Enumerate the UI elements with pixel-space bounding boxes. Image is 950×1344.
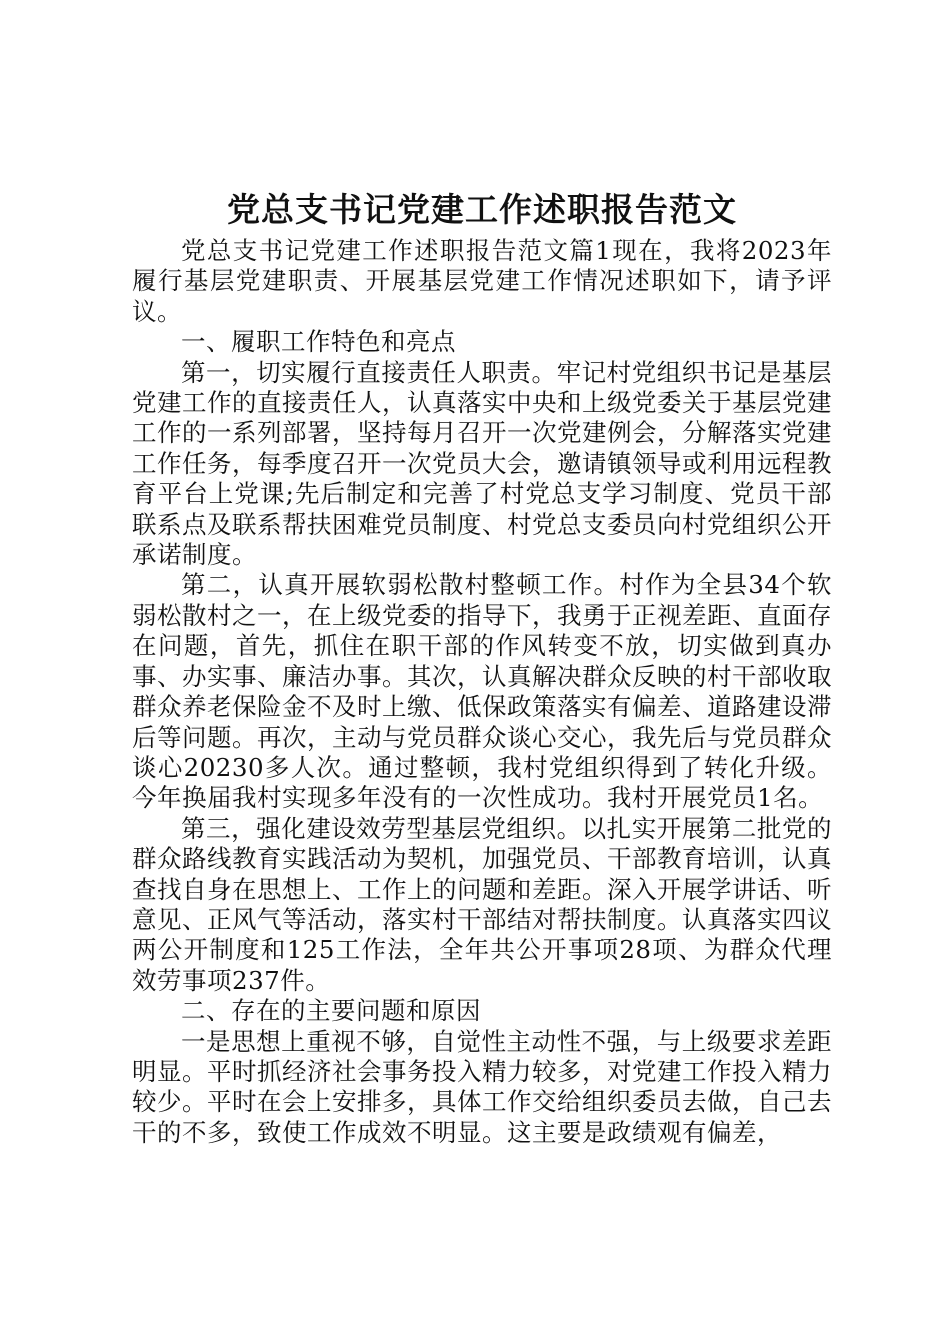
paragraph-third: 第三，强化建设效劳型基层党组织。以扎实开展第二批党的群众路线教育实践活动为契机，加强党员、干部教育培训，认真查找自身在思想上、工作上的问题和差距。深入开展学讲话、听意见、正风气等活动，落实村干部结对帮扶制度。认真落实四议两公开制度和125工作法，全年共公开事项28项、为群众代理效劳事项237件。: [132, 813, 832, 995]
section-heading-2: 二、存在的主要问题和原因: [181, 996, 481, 1026]
paragraph-first: 第一，切实履行直接责任人职责。牢记村党组织书记是基层党建工作的直接责任人，认真落实中央和上级党委关于基层党建工作的一系列部署，坚持每月召开一次党建例会，分解落实党建工作任务，每季度召开一次党员大会，邀请镇领导或利用远程教育平台上党课;先后制定和完善了村党总支学习制度、党员干部联系点及联系帮扶困难党员制度、村党总支委员向村党组织公开承诺制度。: [132, 357, 832, 570]
document-page: [132, 184, 832, 1148]
paragraph-problem-1: 一是思想上重视不够，自觉性主动性不强，与上级要求差距明显。平时抓经济社会事务投入精力较多，对党建工作投入精力较少。平时在会上安排多，具体工作交给组织委员去做，自己去干的不多，致使工作成效不明显。这主要是政绩观有偏差，: [132, 1026, 832, 1147]
document-title: 党总支书记党建工作述职报告范文: [227, 190, 737, 229]
paragraph-second: 第二，认真开展软弱松散村整顿工作。村作为全县34个软弱松散村之一，在上级党委的指导下，我勇于正视差距、直面存在问题，首先，抓住在职干部的作风转变不放，切实做到真办事、办实事、廉洁办事。其次，认真解决群众反映的村干部收取群众养老保险金不及时上缴、低保政策落实有偏差、道路建设滞后等问题。再次，主动与党员群众谈心交心，我先后与党员群众谈心20230多人次。通过整顿，我村党组织得到了转化升级。今年换届我村实现多年没有的一次性成功。我村开展党员1名。: [132, 570, 832, 813]
section-heading-1: 一、履职工作特色和亮点: [181, 327, 456, 357]
paragraph-intro: 党总支书记党建工作述职报告范文篇1现在，我将2023年履行基层党建职责、开展基层党建工作情况述职如下，请予评议。: [132, 236, 832, 326]
